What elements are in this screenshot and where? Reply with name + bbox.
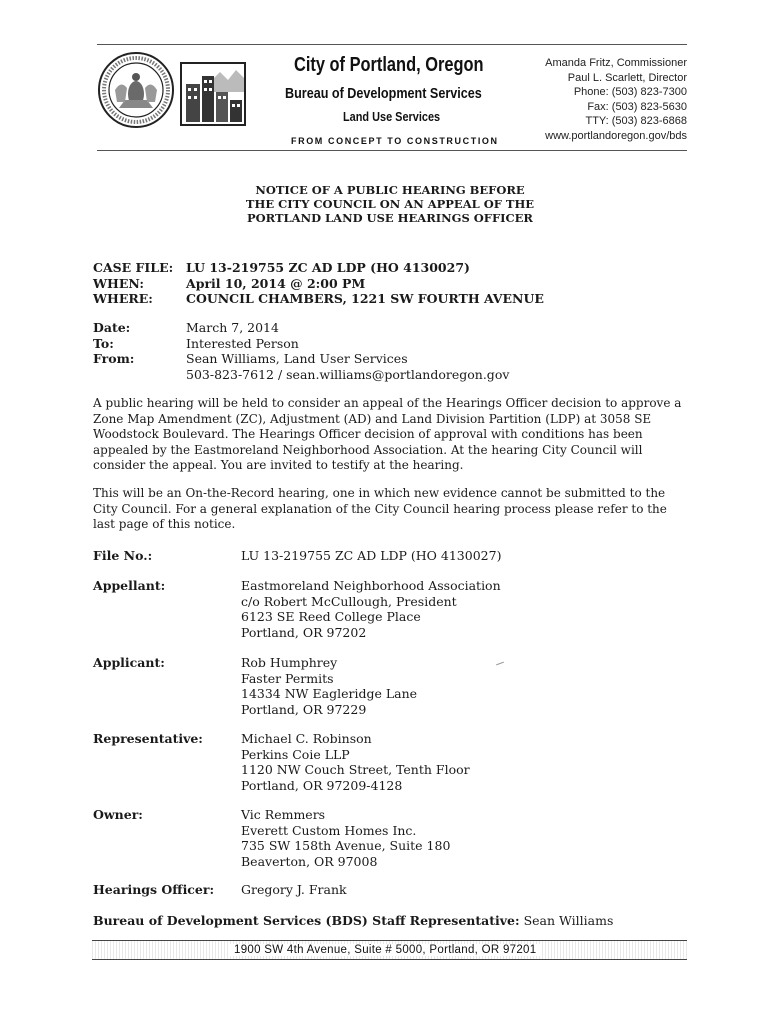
where-value: COUNCIL CHAMBERS, 1221 SW FOURTH AVENUE — [186, 291, 544, 306]
case-file-value: LU 13-219755 ZC AD LDP (HO 4130027) — [186, 260, 470, 275]
paragraph-line: This will be an On-the-Record hearing, one in which new evidence cannot be submitted to the — [93, 486, 666, 500]
website: www.portlandoregon.gov/bds — [545, 129, 687, 142]
applicant-line: 14334 NW Eagleridge Lane — [241, 686, 418, 701]
fax: Fax: (503) 823-5630 — [587, 100, 687, 113]
commissioner: Amanda Fritz, Commissioner — [545, 57, 687, 69]
bureau-name: Bureau of Development Services — [285, 85, 482, 102]
representative-line: 1120 NW Couch Street, Tenth Floor — [241, 762, 470, 777]
date-value: March 7, 2014 — [186, 320, 279, 335]
representative-line: Portland, OR 97209-4128 — [241, 777, 403, 793]
contact-block — [545, 56, 687, 143]
to-value: Interested Person — [186, 335, 299, 351]
tty: TTY: (503) 823-6868 — [585, 115, 687, 127]
owner-label: Owner: — [93, 807, 143, 822]
paragraph-line: consider the appeal. You are invited to testify at the hearing. — [93, 458, 464, 472]
date-label: Date: — [93, 320, 131, 335]
bds-representative-label: Bureau of Development Services (BDS) Staff Representative: — [93, 913, 520, 928]
header-top-rule — [97, 44, 687, 45]
notice-title-line: NOTICE OF A PUBLIC HEARING BEFORE — [255, 183, 525, 197]
appellant-line: 6123 SE Reed College Place — [241, 609, 421, 624]
paragraph-line: last page of this notice. — [93, 517, 236, 531]
to-label: To: — [93, 335, 114, 351]
when-label: WHEN: — [93, 275, 144, 291]
paragraph-line: appealed by the Eastmoreland Neighborhood Association. At the hearing City Council will — [93, 442, 643, 457]
bds-representative-name: Sean Williams — [523, 913, 614, 928]
paragraph-line: Zone Map Amendment (ZC), Adjustment (AD) and Land Division Partition (LDP) at 3058 SE — [93, 411, 652, 426]
division-name: Land Use Services — [343, 109, 441, 124]
phone: Phone: (503) 823-7300 — [573, 86, 687, 98]
city-seal-icon — [97, 50, 175, 130]
representative-line: Perkins Coie LLP — [241, 746, 350, 762]
representative-line: Michael C. Robinson — [241, 731, 372, 746]
notice-title — [200, 183, 580, 225]
case-file-label: CASE FILE: — [93, 260, 174, 275]
bds-representative — [93, 913, 613, 928]
owner-line: Vic Remmers — [241, 807, 326, 822]
hearing-paragraph — [93, 396, 693, 474]
applicant-label: Applicant: — [93, 655, 165, 670]
applicant-line: Portland, OR 97229 — [241, 701, 367, 717]
hearings-officer-label: Hearings Officer: — [93, 882, 215, 897]
when-value: April 10, 2014 @ 2:00 PM — [186, 275, 366, 291]
appellant-line: Eastmoreland Neighborhood Association — [241, 578, 501, 593]
director: Paul L. Scarlett, Director — [567, 71, 687, 84]
tagline: FROM CONCEPT TO CONSTRUCTION — [291, 136, 499, 146]
from-label: From: — [93, 351, 135, 366]
footer-address: 1900 SW 4th Avenue, Suite # 5000, Portland, OR 97201 — [230, 944, 540, 956]
applicant-line: Faster Permits — [241, 670, 334, 686]
notice-title-line: PORTLAND LAND USE HEARINGS OFFICER — [246, 211, 533, 225]
appellant-line: Portland, OR 97202 — [241, 624, 367, 640]
where-label: WHERE: — [93, 291, 153, 306]
paragraph-line: Woodstock Boulevard. The Hearings Officer decision of approval with conditions has been — [93, 427, 643, 441]
paragraph-line: City Council. For a general explanation of the City Council hearing process please refer to the — [93, 501, 667, 516]
hearings-officer-value: Gregory J. Frank — [241, 882, 347, 897]
notice-title-line: THE CITY COUNCIL ON AN APPEAL OF THE — [245, 197, 535, 211]
owner-line: Beaverton, OR 97008 — [241, 853, 378, 869]
file-no-value: LU 13-219755 ZC AD LDP (HO 4130027) — [241, 548, 502, 563]
applicant-line: Rob Humphrey — [241, 655, 338, 670]
appellant-line: c/o Robert McCullough, President — [241, 593, 457, 609]
header-bottom-rule — [97, 150, 687, 151]
city-buildings-logo-icon — [180, 62, 246, 126]
from-contact: 503-823-7612 / sean.williams@portlandoregon.gov — [186, 366, 510, 382]
paragraph-line: A public hearing will be held to consider an appeal of the Hearings Officer decision to approve a — [93, 396, 682, 410]
owner-line: 735 SW 158th Avenue, Suite 180 — [241, 838, 451, 853]
file-no-label: File No.: — [93, 548, 153, 563]
org-name: City of Portland, Oregon — [294, 54, 484, 76]
record-paragraph — [93, 486, 693, 533]
representative-label: Representative: — [93, 731, 203, 746]
from-value: Sean Williams, Land User Services — [186, 351, 408, 366]
owner-line: Everett Custom Homes Inc. — [241, 822, 417, 838]
pen-mark — [496, 662, 504, 666]
appellant-label: Appellant: — [93, 578, 166, 593]
